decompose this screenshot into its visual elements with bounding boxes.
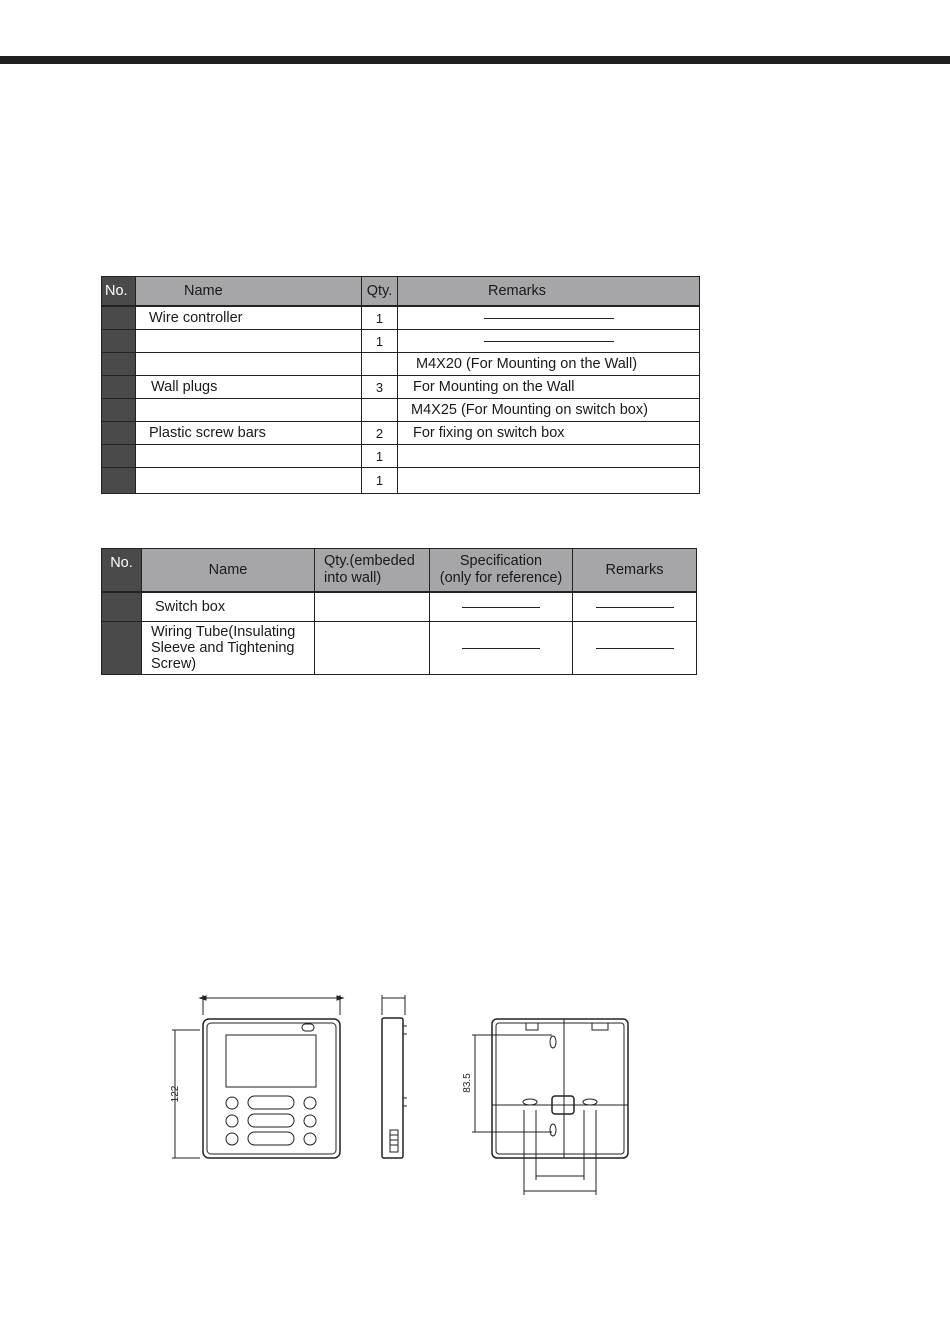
qty-header-line2: into wall) (324, 570, 382, 586)
row-number-cell (102, 376, 136, 399)
name-cell: Wire controller (136, 306, 362, 330)
back-view (462, 1019, 628, 1195)
side-view (382, 995, 407, 1158)
remarks-cell (398, 306, 700, 330)
remarks-header: Remarks (573, 549, 697, 593)
row-number-cell (102, 468, 136, 494)
name-cell: Wall plugs (136, 376, 362, 399)
name-cell (136, 445, 362, 468)
qty-cell: 3 (362, 376, 398, 399)
table-row (102, 622, 697, 675)
name-cell (136, 468, 362, 494)
top-rule (0, 56, 950, 64)
name-cell (136, 353, 362, 376)
row-number-cell (102, 592, 142, 622)
name-header: Name (142, 549, 315, 593)
table-row (102, 330, 700, 353)
row-number-cell (102, 622, 142, 675)
name-line3: Screw) (151, 656, 197, 672)
spec-header-line2: (only for reference) (439, 570, 563, 586)
remarks-cell (398, 330, 700, 353)
accessories-table (101, 276, 700, 494)
remarks-header: Remarks (398, 277, 700, 307)
row-number-cell (102, 353, 136, 376)
row-number-cell (102, 445, 136, 468)
hole-pitch-dimension-label: 83.5 (462, 1073, 473, 1093)
site-parts-table (101, 548, 697, 675)
dimension-drawing (160, 990, 640, 1200)
name-cell (136, 399, 362, 422)
remarks-cell: For Mounting on the Wall (398, 376, 700, 399)
qty-header: Qty. (362, 277, 398, 307)
qty-header (315, 549, 430, 593)
qty-cell (362, 399, 398, 422)
qty-cell (362, 353, 398, 376)
table-row (102, 592, 697, 622)
front-view (170, 995, 343, 1158)
qty-cell: 1 (362, 445, 398, 468)
remarks-dash (484, 318, 614, 319)
remarks-dash (596, 607, 674, 608)
no-header: No. (102, 549, 142, 593)
remarks-cell (398, 468, 700, 494)
name-cell (142, 622, 315, 675)
qty-cell: 1 (362, 468, 398, 494)
row-number-cell (102, 422, 136, 445)
remarks-cell (398, 445, 700, 468)
qty-cell: 1 (362, 330, 398, 353)
remarks-cell: M4X20 (For Mounting on the Wall) (398, 353, 700, 376)
table-header-row (102, 549, 697, 593)
remarks-cell (573, 622, 697, 675)
row-number-cell (102, 330, 136, 353)
table-row (102, 445, 700, 468)
specification-cell (430, 592, 573, 622)
remarks-dash (596, 648, 674, 649)
no-header: No. (102, 277, 136, 307)
table-row (102, 353, 700, 376)
qty-cell: 1 (362, 306, 398, 330)
remarks-dash (484, 341, 614, 342)
row-number-cell (102, 399, 136, 422)
table-header-row (102, 277, 700, 307)
table-row (102, 468, 700, 494)
remarks-cell: M4X25 (For Mounting on switch box) (398, 399, 700, 422)
name-line2: Sleeve and Tightening (151, 640, 295, 656)
name-cell: Plastic screw bars (136, 422, 362, 445)
spec-header-line1: Specification (459, 553, 543, 569)
name-header: Name (136, 277, 362, 307)
remarks-cell: For fixing on switch box (398, 422, 700, 445)
table-row (102, 422, 700, 445)
name-cell (136, 330, 362, 353)
table-row (102, 399, 700, 422)
qty-cell (315, 622, 430, 675)
qty-cell: 2 (362, 422, 398, 445)
qty-cell (315, 592, 430, 622)
specification-header (430, 549, 573, 593)
table-row (102, 306, 700, 330)
name-cell: Switch box (142, 592, 315, 622)
name-line1: Wiring Tube(Insulating (151, 624, 296, 640)
specification-cell (430, 622, 573, 675)
qty-header-line1: Qty.(embeded (324, 553, 415, 569)
spec-dash (462, 607, 540, 608)
table-row (102, 376, 700, 399)
spec-dash (462, 648, 540, 649)
row-number-cell (102, 306, 136, 330)
remarks-cell (573, 592, 697, 622)
height-dimension-label: 122 (170, 1085, 181, 1103)
